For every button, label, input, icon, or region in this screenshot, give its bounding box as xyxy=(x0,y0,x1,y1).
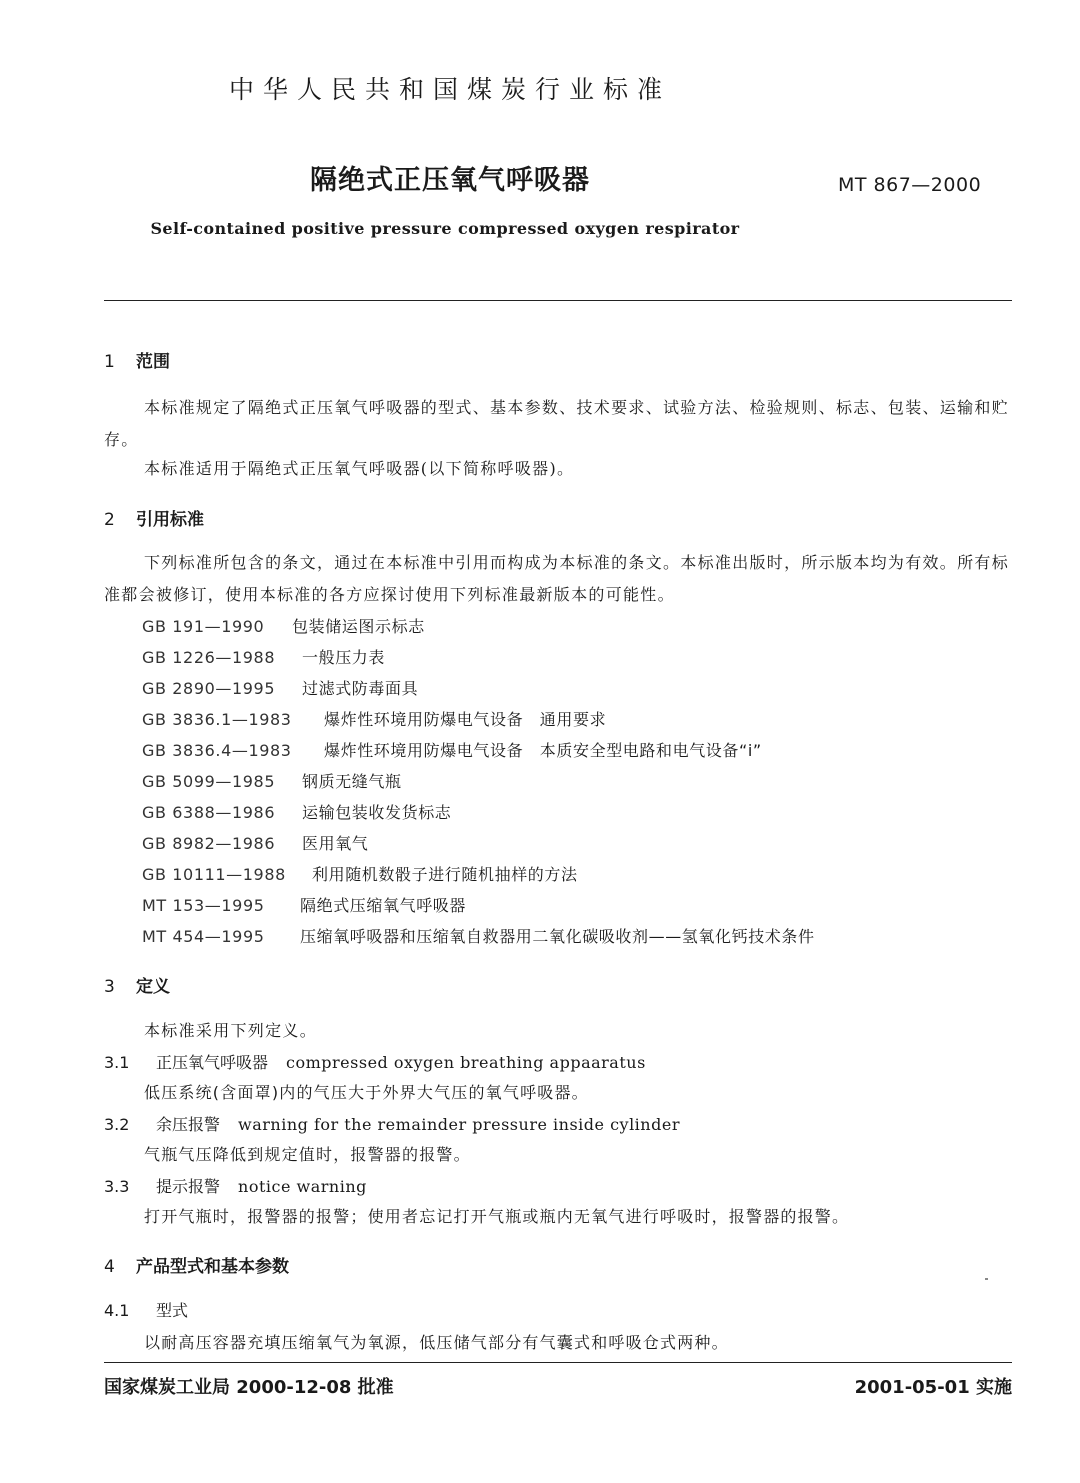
definition-body: 低压系统(含面罩)内的气压大于外界大气压的氧气呼吸器。 xyxy=(144,1083,589,1102)
reference-item xyxy=(142,800,451,823)
definition-number: 3.2 xyxy=(104,1115,130,1134)
reference-item xyxy=(142,614,425,637)
standard-category-header: 中华人民共和国煤炭行业标准 xyxy=(228,75,671,104)
reference-code: MT 454—1995 xyxy=(142,927,265,946)
reference-item xyxy=(142,676,418,699)
definition-term-english: warning for the remainder pressure inside cylinder xyxy=(238,1115,680,1134)
reference-item xyxy=(142,924,815,947)
reference-item xyxy=(142,831,368,854)
definition-term: 余压报警 xyxy=(156,1115,221,1134)
approval-line: 国家煤炭工业局 2000-12-08 批准 xyxy=(104,1377,394,1398)
reference-name: 运输包装收发货标志 xyxy=(302,803,452,822)
scan-speck xyxy=(985,1278,988,1280)
definition-term-english: compressed oxygen breathing appaaratus xyxy=(286,1053,646,1072)
reference-name: 钢质无缝气瓶 xyxy=(302,772,402,791)
reference-code: GB 191—1990 xyxy=(142,617,265,636)
section-number: 1 xyxy=(104,352,115,372)
section-title: 范围 xyxy=(136,352,170,372)
section-3-heading xyxy=(104,972,170,997)
section-4-heading xyxy=(104,1252,289,1277)
section-1-heading xyxy=(104,347,170,372)
subsection-title: 型式 xyxy=(156,1301,189,1320)
reference-code: GB 10111—1988 xyxy=(142,865,286,884)
reference-code: GB 3836.4—1983 xyxy=(142,741,292,760)
reference-name: 利用随机数骰子进行随机抽样的方法 xyxy=(312,865,578,884)
reference-name: 过滤式防毒面具 xyxy=(302,679,419,698)
standard-number: MT 867—2000 xyxy=(838,174,982,196)
definition-term: 正压氧气呼吸器 xyxy=(156,1053,269,1072)
definition-body: 打开气瓶时，报警器的报警；使用者忘记打开气瓶或瓶内无氧气进行呼吸时，报警器的报警。 xyxy=(144,1207,850,1226)
section-title: 产品型式和基本参数 xyxy=(136,1257,289,1277)
reference-code: GB 6388—1986 xyxy=(142,803,276,822)
definition-body: 气瓶气压降低到规定值时，报警器的报警。 xyxy=(144,1145,471,1164)
reference-code: GB 1226—1988 xyxy=(142,648,276,667)
section-number: 2 xyxy=(104,510,115,530)
reference-code: GB 8982—1986 xyxy=(142,834,276,853)
definitions-intro: 本标准采用下列定义。 xyxy=(144,1021,318,1040)
reference-code: MT 153—1995 xyxy=(142,896,265,915)
scope-paragraph-2: 本标准适用于隔绝式正压氧气呼吸器(以下简称呼吸器)。 xyxy=(144,459,575,478)
section-title: 引用标准 xyxy=(136,510,204,530)
reference-name: 隔绝式压缩氧气呼吸器 xyxy=(300,896,467,915)
definition-term-line xyxy=(104,1050,646,1073)
reference-item xyxy=(142,645,385,668)
header-divider xyxy=(104,300,1012,301)
reference-item xyxy=(142,707,606,730)
section-title: 定义 xyxy=(136,977,170,997)
document-title: 隔绝式正压氧气呼吸器 xyxy=(310,165,590,196)
reference-name: 爆炸性环境用防爆电气设备 通用要求 xyxy=(324,710,607,729)
definition-term-line xyxy=(104,1174,367,1197)
references-paragraph: 下列标准所包含的条文，通过在本标准中引用而构成为本标准的条文。本标准出版时，所示版本均为有效。所有标准都会被修订，使用本标准的各方应探讨使用下列标准最新版本的可能性。 xyxy=(104,553,1010,604)
scope-paragraph-1: 本标准规定了隔绝式正压氧气呼吸器的型式、基本参数、技术要求、试验方法、检验规则、标志、包装、运输和贮存。 xyxy=(104,398,1010,449)
section-number: 3 xyxy=(104,977,115,997)
definition-number: 3.1 xyxy=(104,1053,130,1072)
footer-divider xyxy=(104,1362,1012,1363)
reference-name: 压缩氧呼吸器和压缩氧自救器用二氧化碳吸收剂——氢氧化钙技术条件 xyxy=(300,927,815,946)
reference-name: 一般压力表 xyxy=(302,648,386,667)
reference-item xyxy=(142,769,402,792)
definition-term: 提示报警 xyxy=(156,1177,221,1196)
section-2-heading xyxy=(104,505,204,530)
reference-name: 包装储运图示标志 xyxy=(292,617,425,636)
definition-number: 3.3 xyxy=(104,1177,130,1196)
reference-code: GB 5099—1985 xyxy=(142,772,276,791)
subsection-4-1 xyxy=(104,1298,206,1321)
implementation-date: 2001-05-01 实施 xyxy=(854,1377,1012,1398)
definition-term-english: notice warning xyxy=(238,1177,367,1196)
subsection-number: 4.1 xyxy=(104,1301,130,1320)
subsection-4-1-body: 以耐高压容器充填压缩氧气为氧源，低压储气部分有气囊式和呼吸仓式两种。 xyxy=(144,1333,729,1352)
reference-name: 爆炸性环境用防爆电气设备 本质安全型电路和电气设备“i” xyxy=(324,741,762,760)
reference-item xyxy=(142,893,466,916)
reference-item xyxy=(142,738,762,761)
reference-item xyxy=(142,862,578,885)
reference-code: GB 3836.1—1983 xyxy=(142,710,292,729)
definition-term-line xyxy=(104,1112,680,1135)
reference-code: GB 2890—1995 xyxy=(142,679,276,698)
reference-name: 医用氧气 xyxy=(302,834,369,853)
english-title: Self-contained positive pressure compressed oxygen respirator xyxy=(150,219,740,238)
section-number: 4 xyxy=(104,1257,115,1277)
